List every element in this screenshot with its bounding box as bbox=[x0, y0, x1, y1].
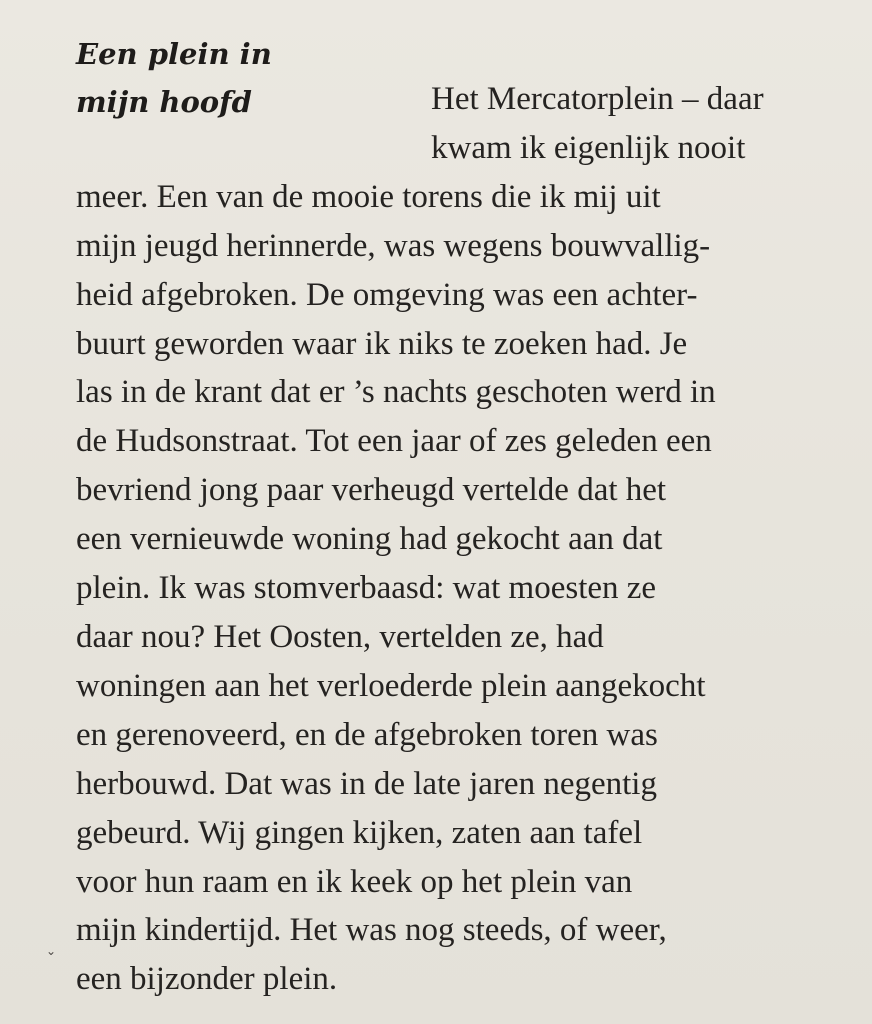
text-line: gebeurd. Wij gingen kijken, zaten aan tafel bbox=[76, 814, 643, 851]
text-line: daar nou? Het Oosten, vertelden ze, had bbox=[76, 618, 604, 655]
body-paragraph bbox=[76, 75, 866, 1004]
text-line: buurt geworden waar ik niks te zoeken had. Je bbox=[76, 325, 688, 362]
text-line: een vernieuwde woning had gekocht aan dat bbox=[76, 521, 663, 558]
text-line: kwam ik eigenlijk nooit bbox=[431, 129, 746, 166]
text-line: mijn kindertijd. Het was nog steeds, of weer, bbox=[76, 912, 667, 949]
heading-line-2: mijn hoofd bbox=[76, 85, 252, 119]
text-line: bevriend jong paar verheugd vertelde dat het bbox=[76, 472, 667, 509]
text-line: en gerenoveerd, en de afgebroken toren was bbox=[76, 716, 658, 753]
text-line: woningen aan het verloederde plein aangekocht bbox=[76, 667, 706, 704]
heading-line-1: Een plein in bbox=[76, 37, 272, 71]
margin-mark-icon: ⌄ bbox=[46, 944, 57, 958]
text-line: voor hun raam en ik keek op het plein van bbox=[76, 863, 633, 900]
text-line: meer. Een van de mooie torens die ik mij uit bbox=[76, 178, 661, 215]
text-line: herbouwd. Dat was in de late jaren negentig bbox=[76, 765, 657, 802]
text-line: Het Mercatorplein – daar bbox=[431, 81, 764, 117]
text-line: mijn jeugd herinnerde, was wegens bouwvallig- bbox=[76, 227, 711, 264]
text-line: een bijzonder plein. bbox=[76, 961, 338, 998]
text-line: las in de krant dat er ’s nachts geschoten werd in bbox=[76, 374, 716, 411]
text-line: de Hudsonstraat. Tot een jaar of zes geleden een bbox=[76, 423, 712, 460]
text-line: plein. Ik was stomverbaasd: wat moesten ze bbox=[76, 570, 657, 607]
text-line: heid afgebroken. De omgeving was een achter- bbox=[76, 276, 698, 313]
